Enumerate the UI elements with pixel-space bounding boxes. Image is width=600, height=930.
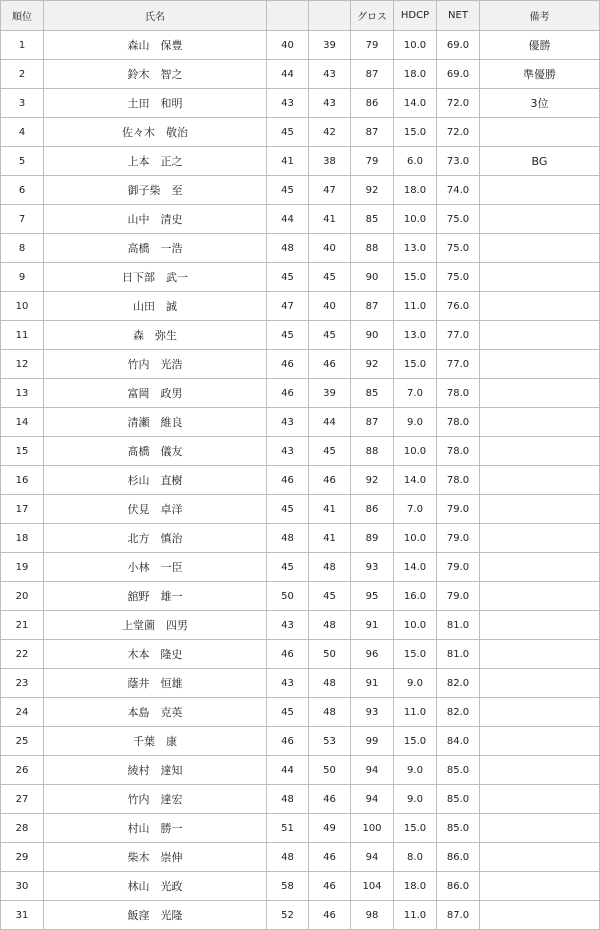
in-score-cell: 50: [309, 756, 351, 785]
in-score-cell: 46: [309, 785, 351, 814]
table-row: [1, 698, 600, 727]
hdcp-cell: 13.0: [394, 321, 437, 350]
note-cell: [480, 118, 600, 147]
rank-cell: 13: [1, 379, 44, 408]
hdcp-cell: 9.0: [394, 756, 437, 785]
gross-cell: 92: [351, 176, 394, 205]
rank-cell: 20: [1, 582, 44, 611]
gross-cell: 87: [351, 60, 394, 89]
net-cell: 75.0: [437, 205, 480, 234]
hdcp-cell: 11.0: [394, 698, 437, 727]
out-score-cell: 51: [267, 814, 309, 843]
net-cell: 79.0: [437, 582, 480, 611]
name-cell: 髙橋 儀友: [44, 437, 267, 466]
table-row: [1, 466, 600, 495]
net-cell: 84.0: [437, 727, 480, 756]
hdcp-cell: 15.0: [394, 640, 437, 669]
name-cell: 北方 慎治: [44, 524, 267, 553]
table-row: [1, 60, 600, 89]
rank-cell: 9: [1, 263, 44, 292]
name-cell: 綾村 達知: [44, 756, 267, 785]
in-score-cell: 44: [309, 408, 351, 437]
net-cell: 74.0: [437, 176, 480, 205]
note-cell: [480, 640, 600, 669]
out-score-cell: 45: [267, 321, 309, 350]
header-out: [267, 1, 309, 31]
name-cell: 伏見 卓洋: [44, 495, 267, 524]
net-cell: 77.0: [437, 321, 480, 350]
net-cell: 72.0: [437, 89, 480, 118]
note-cell: [480, 698, 600, 727]
hdcp-cell: 11.0: [394, 292, 437, 321]
gross-cell: 89: [351, 524, 394, 553]
out-score-cell: 52: [267, 901, 309, 930]
in-score-cell: 45: [309, 263, 351, 292]
out-score-cell: 46: [267, 379, 309, 408]
rank-cell: 7: [1, 205, 44, 234]
rank-cell: 17: [1, 495, 44, 524]
gross-cell: 79: [351, 147, 394, 176]
note-cell: [480, 466, 600, 495]
gross-cell: 86: [351, 89, 394, 118]
out-score-cell: 46: [267, 350, 309, 379]
hdcp-cell: 18.0: [394, 60, 437, 89]
in-score-cell: 39: [309, 379, 351, 408]
net-cell: 76.0: [437, 292, 480, 321]
name-cell: 山田 誠: [44, 292, 267, 321]
hdcp-cell: 14.0: [394, 89, 437, 118]
note-cell: [480, 234, 600, 263]
rank-cell: 19: [1, 553, 44, 582]
note-cell: [480, 785, 600, 814]
rank-cell: 3: [1, 89, 44, 118]
gross-cell: 104: [351, 872, 394, 901]
note-cell: [480, 814, 600, 843]
hdcp-cell: 14.0: [394, 466, 437, 495]
rank-cell: 30: [1, 872, 44, 901]
table-row: [1, 89, 600, 118]
out-score-cell: 46: [267, 640, 309, 669]
out-score-cell: 44: [267, 205, 309, 234]
note-cell: [480, 669, 600, 698]
out-score-cell: 45: [267, 263, 309, 292]
in-score-cell: 53: [309, 727, 351, 756]
out-score-cell: 43: [267, 611, 309, 640]
hdcp-cell: 13.0: [394, 234, 437, 263]
note-cell: [480, 379, 600, 408]
gross-cell: 94: [351, 843, 394, 872]
gross-cell: 79: [351, 31, 394, 60]
in-score-cell: 43: [309, 89, 351, 118]
in-score-cell: 46: [309, 466, 351, 495]
in-score-cell: 46: [309, 901, 351, 930]
gross-cell: 93: [351, 553, 394, 582]
hdcp-cell: 15.0: [394, 814, 437, 843]
in-score-cell: 48: [309, 611, 351, 640]
hdcp-cell: 9.0: [394, 669, 437, 698]
name-cell: 高橋 一浩: [44, 234, 267, 263]
in-score-cell: 39: [309, 31, 351, 60]
gross-cell: 87: [351, 408, 394, 437]
note-cell: [480, 901, 600, 930]
rank-cell: 6: [1, 176, 44, 205]
net-cell: 75.0: [437, 234, 480, 263]
out-score-cell: 45: [267, 495, 309, 524]
gross-cell: 88: [351, 437, 394, 466]
note-cell: [480, 756, 600, 785]
table-row: [1, 553, 600, 582]
rank-cell: 10: [1, 292, 44, 321]
net-cell: 72.0: [437, 118, 480, 147]
out-score-cell: 45: [267, 118, 309, 147]
rank-cell: 8: [1, 234, 44, 263]
in-score-cell: 48: [309, 698, 351, 727]
in-score-cell: 48: [309, 553, 351, 582]
rank-cell: 24: [1, 698, 44, 727]
rank-cell: 18: [1, 524, 44, 553]
rank-cell: 16: [1, 466, 44, 495]
table-row: [1, 669, 600, 698]
table-row: [1, 408, 600, 437]
net-cell: 85.0: [437, 814, 480, 843]
in-score-cell: 45: [309, 321, 351, 350]
rank-cell: 23: [1, 669, 44, 698]
in-score-cell: 45: [309, 437, 351, 466]
name-cell: 竹内 光浩: [44, 350, 267, 379]
name-cell: 柴木 崇伸: [44, 843, 267, 872]
hdcp-cell: 15.0: [394, 118, 437, 147]
gross-cell: 86: [351, 495, 394, 524]
in-score-cell: 42: [309, 118, 351, 147]
table-row: [1, 31, 600, 60]
gross-cell: 95: [351, 582, 394, 611]
note-cell: [480, 727, 600, 756]
note-cell: [480, 611, 600, 640]
name-cell: 林山 光政: [44, 872, 267, 901]
net-cell: 69.0: [437, 60, 480, 89]
out-score-cell: 45: [267, 698, 309, 727]
name-cell: 上本 正之: [44, 147, 267, 176]
hdcp-cell: 10.0: [394, 611, 437, 640]
out-score-cell: 43: [267, 408, 309, 437]
in-score-cell: 41: [309, 524, 351, 553]
out-score-cell: 50: [267, 582, 309, 611]
net-cell: 75.0: [437, 263, 480, 292]
out-score-cell: 43: [267, 669, 309, 698]
name-cell: 鈴木 智之: [44, 60, 267, 89]
rank-cell: 26: [1, 756, 44, 785]
table-row: [1, 292, 600, 321]
note-cell: [480, 524, 600, 553]
hdcp-cell: 8.0: [394, 843, 437, 872]
name-cell: 清瀬 維良: [44, 408, 267, 437]
gross-cell: 85: [351, 379, 394, 408]
net-cell: 87.0: [437, 901, 480, 930]
table-row: [1, 756, 600, 785]
out-score-cell: 40: [267, 31, 309, 60]
gross-cell: 98: [351, 901, 394, 930]
header-note: 備考: [480, 1, 600, 31]
hdcp-cell: 7.0: [394, 495, 437, 524]
net-cell: 77.0: [437, 350, 480, 379]
table-row: [1, 785, 600, 814]
rank-cell: 5: [1, 147, 44, 176]
header-gross: グロス: [351, 1, 394, 31]
table-row: [1, 379, 600, 408]
out-score-cell: 46: [267, 466, 309, 495]
hdcp-cell: 18.0: [394, 872, 437, 901]
note-cell: [480, 582, 600, 611]
table-row: [1, 437, 600, 466]
note-cell: BG: [480, 147, 600, 176]
gross-cell: 99: [351, 727, 394, 756]
note-cell: 優勝: [480, 31, 600, 60]
name-cell: 木本 隆史: [44, 640, 267, 669]
rank-cell: 22: [1, 640, 44, 669]
name-cell: 日下部 武一: [44, 263, 267, 292]
table-row: [1, 176, 600, 205]
out-score-cell: 46: [267, 727, 309, 756]
name-cell: 村山 勝一: [44, 814, 267, 843]
table-row: [1, 263, 600, 292]
gross-cell: 90: [351, 263, 394, 292]
in-score-cell: 48: [309, 669, 351, 698]
out-score-cell: 48: [267, 843, 309, 872]
hdcp-cell: 6.0: [394, 147, 437, 176]
note-cell: [480, 553, 600, 582]
net-cell: 82.0: [437, 698, 480, 727]
in-score-cell: 47: [309, 176, 351, 205]
net-cell: 78.0: [437, 466, 480, 495]
gross-cell: 87: [351, 118, 394, 147]
gross-cell: 94: [351, 785, 394, 814]
name-cell: 土田 和明: [44, 89, 267, 118]
out-score-cell: 41: [267, 147, 309, 176]
hdcp-cell: 10.0: [394, 437, 437, 466]
gross-cell: 96: [351, 640, 394, 669]
rank-cell: 12: [1, 350, 44, 379]
gross-cell: 90: [351, 321, 394, 350]
out-score-cell: 43: [267, 89, 309, 118]
out-score-cell: 44: [267, 756, 309, 785]
name-cell: 蔭井 恒雄: [44, 669, 267, 698]
table-row: [1, 843, 600, 872]
hdcp-cell: 16.0: [394, 582, 437, 611]
in-score-cell: 45: [309, 582, 351, 611]
rank-cell: 14: [1, 408, 44, 437]
in-score-cell: 41: [309, 495, 351, 524]
note-cell: [480, 437, 600, 466]
rank-cell: 27: [1, 785, 44, 814]
out-score-cell: 45: [267, 553, 309, 582]
gross-cell: 92: [351, 350, 394, 379]
name-cell: 飯窪 光隆: [44, 901, 267, 930]
header-in: [309, 1, 351, 31]
table-row: [1, 640, 600, 669]
rank-cell: 15: [1, 437, 44, 466]
rank-cell: 31: [1, 901, 44, 930]
name-cell: 富岡 政男: [44, 379, 267, 408]
note-cell: [480, 205, 600, 234]
hdcp-cell: 9.0: [394, 408, 437, 437]
name-cell: 小林 一臣: [44, 553, 267, 582]
hdcp-cell: 18.0: [394, 176, 437, 205]
rank-cell: 25: [1, 727, 44, 756]
table-row: [1, 321, 600, 350]
net-cell: 81.0: [437, 640, 480, 669]
net-cell: 85.0: [437, 785, 480, 814]
note-cell: 準優勝: [480, 60, 600, 89]
table-row: [1, 147, 600, 176]
in-score-cell: 46: [309, 843, 351, 872]
note-cell: [480, 872, 600, 901]
net-cell: 78.0: [437, 408, 480, 437]
header-row: [1, 1, 600, 31]
net-cell: 86.0: [437, 843, 480, 872]
table-header: [1, 1, 600, 31]
net-cell: 79.0: [437, 495, 480, 524]
out-score-cell: 48: [267, 785, 309, 814]
gross-cell: 100: [351, 814, 394, 843]
out-score-cell: 48: [267, 524, 309, 553]
table-row: [1, 727, 600, 756]
name-cell: 杉山 直樹: [44, 466, 267, 495]
table-row: [1, 118, 600, 147]
table-row: [1, 611, 600, 640]
hdcp-cell: 9.0: [394, 785, 437, 814]
out-score-cell: 47: [267, 292, 309, 321]
gross-cell: 93: [351, 698, 394, 727]
name-cell: 上堂薗 四男: [44, 611, 267, 640]
hdcp-cell: 15.0: [394, 350, 437, 379]
net-cell: 81.0: [437, 611, 480, 640]
note-cell: [480, 176, 600, 205]
table-body: [1, 31, 600, 930]
rank-cell: 1: [1, 31, 44, 60]
hdcp-cell: 7.0: [394, 379, 437, 408]
net-cell: 79.0: [437, 524, 480, 553]
gross-cell: 88: [351, 234, 394, 263]
out-score-cell: 43: [267, 437, 309, 466]
note-cell: [480, 843, 600, 872]
gross-cell: 87: [351, 292, 394, 321]
net-cell: 69.0: [437, 31, 480, 60]
rank-cell: 21: [1, 611, 44, 640]
name-cell: 森山 保豊: [44, 31, 267, 60]
note-cell: [480, 495, 600, 524]
name-cell: 千葉 康: [44, 727, 267, 756]
out-score-cell: 48: [267, 234, 309, 263]
note-cell: 3位: [480, 89, 600, 118]
net-cell: 78.0: [437, 379, 480, 408]
table-row: [1, 582, 600, 611]
hdcp-cell: 11.0: [394, 901, 437, 930]
table-row: [1, 234, 600, 263]
net-cell: 82.0: [437, 669, 480, 698]
in-score-cell: 41: [309, 205, 351, 234]
table-row: [1, 872, 600, 901]
hdcp-cell: 10.0: [394, 205, 437, 234]
net-cell: 73.0: [437, 147, 480, 176]
out-score-cell: 45: [267, 176, 309, 205]
hdcp-cell: 15.0: [394, 263, 437, 292]
table-row: [1, 205, 600, 234]
rank-cell: 2: [1, 60, 44, 89]
hdcp-cell: 14.0: [394, 553, 437, 582]
in-score-cell: 46: [309, 350, 351, 379]
in-score-cell: 40: [309, 292, 351, 321]
rank-cell: 29: [1, 843, 44, 872]
out-score-cell: 58: [267, 872, 309, 901]
in-score-cell: 43: [309, 60, 351, 89]
gross-cell: 94: [351, 756, 394, 785]
table-row: [1, 901, 600, 930]
net-cell: 78.0: [437, 437, 480, 466]
name-cell: 舘野 雄一: [44, 582, 267, 611]
header-name: 氏名: [44, 1, 267, 31]
note-cell: [480, 408, 600, 437]
in-score-cell: 50: [309, 640, 351, 669]
table-row: [1, 524, 600, 553]
table-row: [1, 814, 600, 843]
gross-cell: 91: [351, 611, 394, 640]
rank-cell: 4: [1, 118, 44, 147]
hdcp-cell: 10.0: [394, 524, 437, 553]
net-cell: 85.0: [437, 756, 480, 785]
name-cell: 本島 克英: [44, 698, 267, 727]
note-cell: [480, 263, 600, 292]
net-cell: 86.0: [437, 872, 480, 901]
name-cell: 山中 清史: [44, 205, 267, 234]
note-cell: [480, 292, 600, 321]
hdcp-cell: 10.0: [394, 31, 437, 60]
name-cell: 御子柴 至: [44, 176, 267, 205]
in-score-cell: 40: [309, 234, 351, 263]
header-net: NET: [437, 1, 480, 31]
name-cell: 竹内 達宏: [44, 785, 267, 814]
in-score-cell: 49: [309, 814, 351, 843]
table-row: [1, 350, 600, 379]
gross-cell: 92: [351, 466, 394, 495]
name-cell: 森 弥生: [44, 321, 267, 350]
in-score-cell: 46: [309, 872, 351, 901]
name-cell: 佐々木 敬治: [44, 118, 267, 147]
rank-cell: 11: [1, 321, 44, 350]
rank-cell: 28: [1, 814, 44, 843]
table-row: [1, 495, 600, 524]
net-cell: 79.0: [437, 553, 480, 582]
header-rank: 順位: [1, 1, 44, 31]
header-hdcp: HDCP: [394, 1, 437, 31]
gross-cell: 91: [351, 669, 394, 698]
hdcp-cell: 15.0: [394, 727, 437, 756]
note-cell: [480, 350, 600, 379]
in-score-cell: 38: [309, 147, 351, 176]
note-cell: [480, 321, 600, 350]
out-score-cell: 44: [267, 60, 309, 89]
gross-cell: 85: [351, 205, 394, 234]
